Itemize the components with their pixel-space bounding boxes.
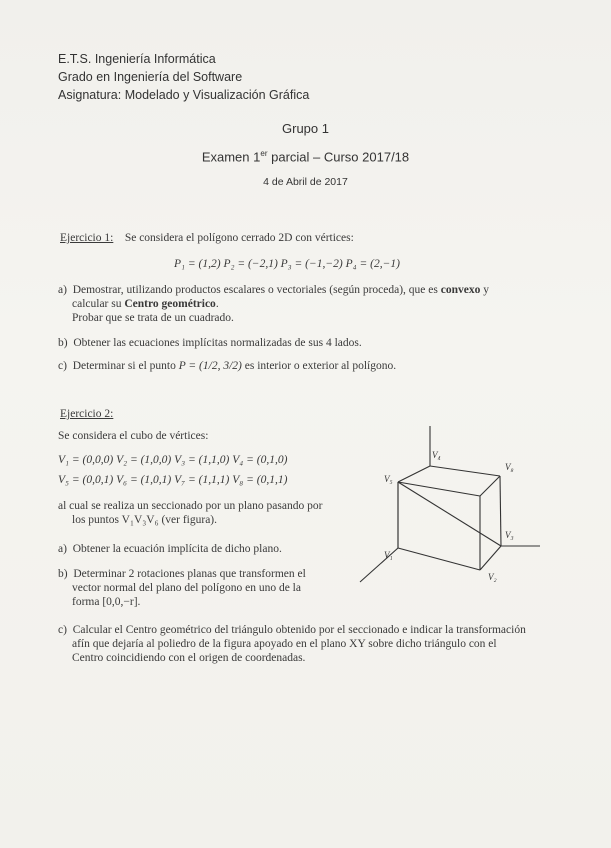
school-name: E.T.S. Ingeniería Informática [58,52,216,66]
figure-label-v5: V₅ [384,474,393,484]
figure-label-v8: V₈ [505,462,514,472]
ex1-a: a) Demostrar, utilizando productos escalares o vectoriales (según proceda), que es convexo y [58,284,489,296]
ex2-b-line2: vector normal del plano del polígono en uno de la [72,582,301,594]
ex1-intro: Se considera el polígono cerrado 2D con vértices: [124,232,354,244]
figure-label-v4: V₄ [432,450,441,460]
ex1-a-line2: calcular su Centro geométrico. [72,298,219,310]
exam-date: 4 de Abril de 2017 [263,176,348,188]
ex2-section-line1: al cual se realiza un seccionado por un plano pasando por [58,500,323,512]
ex2-section-line2: los puntos V₁V₃V₆ (ver figura). [72,514,218,526]
subject-name: Asignatura: Modelado y Visualización Gráfica [58,88,310,102]
ex1-a-line3: Probar que se trata de un cuadrado. [72,312,234,324]
figure-label-v2: V₂ [488,572,497,582]
ex2-c-line2: afín que dejaría al poliedro de la figura apoyado en el plano XY sobre dicho triángulo con el [72,638,497,650]
figure-label-v3: V₃ [505,530,514,540]
ex2-a: a) Obtener la ecuación implícita de dicho plano. [58,543,282,555]
ex1-b: b) Obtener las ecuaciones implícitas normalizadas de sus 4 lados. [58,337,362,349]
ex2-verts-row2: V₅ = (0,0,1) V₆ = (1,0,1) V₇ = (1,1,1) V₈ = (0,1,1) [58,474,288,486]
ex2-b-line3: forma [0,0,−r]. [72,596,141,608]
exam-title: Examen 1er parcial – Curso 2017/18 [201,149,410,165]
group-title: Grupo 1 [282,121,329,136]
figure-label-v1: V₁ [384,550,393,560]
ex2-intro: Se considera el cubo de vértices: [58,430,209,442]
ex2-heading: Ejercicio 2: [60,408,114,420]
ex2-b: b) Determinar 2 rotaciones planas que transformen el [58,568,306,580]
ex2-c: c) Calcular el Centro geométrico del triángulo obtenido por el seccionado e indicar la transformación [58,624,526,636]
ex1-vertices: P₁ = (1,2) P₂ = (−2,1) P₃ = (−1,−2) P₄ = (2,−1) [174,258,400,270]
degree-name: Grado en Ingeniería del Software [58,70,243,84]
ex1-heading: Ejercicio 1: [60,232,114,244]
ex2-verts-row1: V₁ = (0,0,0) V₂ = (1,0,0) V₃ = (1,1,0) V₄ = (0,1,0) [58,454,288,466]
ex1-c: c) Determinar si el punto P = (1/2, 3/2) es interior o exterior al polígono. [58,360,397,372]
ex2-c-line3: Centro coincidiendo con el origen de coordenadas. [72,652,306,664]
